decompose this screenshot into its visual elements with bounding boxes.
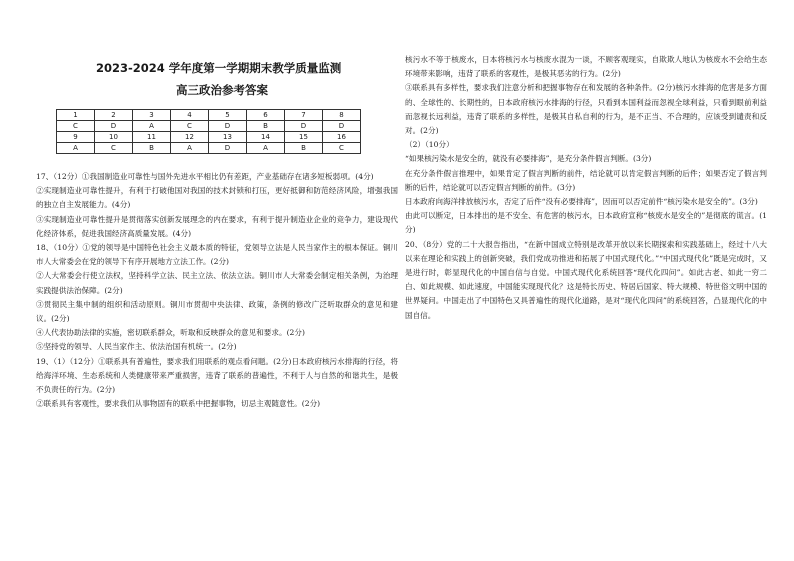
paragraph: 日本政府向海洋排放核污水，否定了后件“没有必要排海”，因而可以否定前件“核污染水是安全的”。(3分): [405, 197, 758, 207]
answer-cell: A: [57, 143, 95, 154]
answer-table-row: [57, 132, 361, 143]
right-answer-text: [405, 53, 767, 323]
paragraph: （2）（10分）: [405, 140, 454, 150]
question-number-cell: 5: [209, 110, 247, 121]
answer-table-row: [57, 110, 361, 121]
paragraph: 20、（8分）党的二十大报告指出，“在新中国成立特别是改革开放以来长期探索和实践基础上，经过十八大以来在理论和实践上的创新突破，我们党成功推进和拓展了中国式现代化。”“中国式现代化”既是完成时，又是进行时，彰显现代化的中国自信与自觉。中国式现代化系统回答“现代化四问”。如此古老、如此一穷二白、如此规模、如此速度，中国能实现现代化？这是特长历史、特居后国家、特大规模、特世俗文明中国的世界疑问。中国走出了中国特色又具普遍性的现代化道路，是对“现代化四问”的系统回答，凸显现代化的中国自信。: [405, 239, 767, 320]
paragraph: ⑤坚持党的领导、人民当家作主、依法治国有机统一。(2分): [36, 342, 237, 352]
paragraph: 17、（12分）①我国制造业可靠性与国外先进水平相比仍有差距，产业基础存在诸多短板弱项。(4分): [36, 172, 374, 181]
answer-cell: D: [285, 121, 323, 132]
answer-cell: A: [133, 121, 171, 132]
question-number-cell: 12: [171, 132, 209, 143]
left-answer-text: [36, 170, 398, 411]
paragraph: “如果核污染水是安全的，就没有必要排海”，是充分条件假言判断。(3分): [405, 154, 652, 164]
answer-cell: B: [133, 143, 171, 154]
answer-cell: D: [209, 121, 247, 132]
paragraph: ③实现制造业可靠性提升是贯彻落实创新发展理念的内在要求，有利于提升制造业企业的竞争力，建设现代化经济体系，促进我国经济高质量发展。(4分): [36, 214, 398, 238]
answer-table: [56, 109, 361, 154]
paragraph: ②联系具有客观性，要求我们从事物固有的联系中把握事物，切忌主观随意性。(2分): [36, 399, 321, 409]
paragraph: ②人大常委会行使立法权，坚持科学立法、民主立法、依法立法。铜川市人大常委会制定相关条例，为治理实践提供法治保障。(2分): [36, 271, 398, 295]
answer-cell: C: [57, 121, 95, 132]
question-number-cell: 14: [247, 132, 285, 143]
paragraph: ③联系具有多样性，要求我们注意分析和把握事物存在和发展的各种条件。(2分)核污水排海的危害是多方面的、全球性的、长期性的，日本政府核污水排海的行径，只看到本国利益而忽视全球利益，只看到眼前利益而忽视长远利益，违背了联系的多样性，是极其自私自利的行为，是不正当、不合理的，应该受到谴责和反对。(2分): [405, 83, 767, 136]
answer-table-row: [57, 121, 361, 132]
question-number-cell: 13: [209, 132, 247, 143]
paragraph: ③贯彻民主集中制的组织和活动原则。铜川市贯彻中央法律、政策，条例的修改广泛听取群众的意见和建议。(2分): [36, 299, 398, 324]
answer-cell: C: [171, 121, 209, 132]
answer-key-title: 高三政治参考答案: [176, 83, 268, 97]
answer-cell: B: [247, 121, 285, 132]
paragraph: ②实现制造业可靠性提升，有利于打破他国对我国的技术封锁和打压，更好抵御和防范经济风险，增强我国的独立自主发展能力。(4分): [36, 186, 398, 210]
question-number-cell: 6: [247, 110, 285, 121]
question-number-cell: 2: [95, 110, 133, 121]
paragraph: ④人代表协助法律的实施，密切联系群众，听取和反映群众的意见和要求。(2分): [36, 328, 305, 338]
answer-cell: D: [95, 121, 133, 132]
question-number-cell: 4: [171, 110, 209, 121]
paragraph: 19、（1）（12分）①联系具有普遍性，要求我们用联系的观点看问题。(2分)日本政府核污水排海的行径，将给海洋环境、生态系统和人类健康带来严重损害，违背了联系的普遍性，不利于人与自然的和谐共生，是极不负责任的行为。(2分): [36, 356, 398, 395]
question-number-cell: 16: [323, 132, 361, 143]
paragraph: 在充分条件假言推理中，如果肯定了假言判断的前件，结论就可以肯定假言判断的后件；如果否定了假言判断的后件，结论就可以否定假言判断的前件。(3分): [405, 168, 767, 192]
question-number-cell: 15: [285, 132, 323, 143]
answer-cell: D: [323, 121, 361, 132]
answer-cell: B: [285, 143, 323, 154]
answer-cell: C: [323, 143, 361, 154]
answer-cell: A: [171, 143, 209, 154]
question-number-cell: 1: [57, 110, 95, 121]
answer-cell: D: [209, 143, 247, 154]
answer-cell: C: [95, 143, 133, 154]
paragraph: 18、（10分）①党的领导是中国特色社会主义最本质的特征，党领导立法是人民当家作主的根本保证。铜川市人大常委会在党的领导下有序开展地方立法工作。(2分): [36, 243, 398, 267]
question-number-cell: 10: [95, 132, 133, 143]
paragraph: 由此可以断定，日本排出的是不安全、有危害的核污水，日本政府宣称“核废水是安全的”是彻底的谎言。(1分): [405, 211, 767, 235]
question-number-cell: 3: [133, 110, 171, 121]
question-number-cell: 8: [323, 110, 361, 121]
question-number-cell: 11: [133, 132, 171, 143]
answer-cell: A: [247, 143, 285, 154]
answer-table-row: [57, 143, 361, 154]
question-number-cell: 7: [285, 110, 323, 121]
paragraph: 核污水不等于核废水，日本将核污水与核废水混为一谈，不顾客观现实，自欺欺人地认为核废水不会给生态环境带来影响，违背了联系的客观性，是极其恶劣的行为。(2分): [405, 55, 767, 79]
question-number-cell: 9: [57, 132, 95, 143]
exam-title: 2023-2024 学年度第一学期期末教学质量监测: [96, 61, 342, 75]
